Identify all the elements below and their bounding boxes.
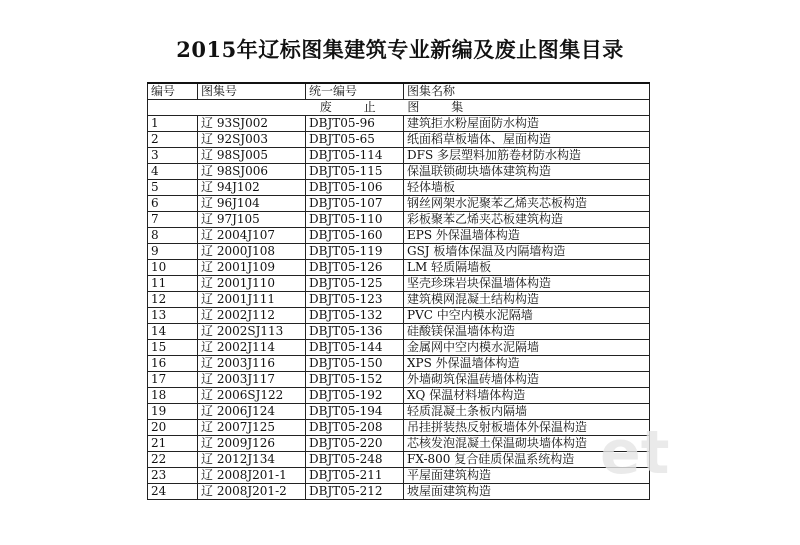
table-row: [148, 212, 650, 228]
catalog-table: [147, 82, 650, 500]
table-row: [148, 276, 650, 292]
cell-atlas-name: GSJ 板墙体保温及内隔墙构造: [404, 244, 650, 260]
cell-number: 4: [148, 164, 198, 180]
cell-number: 11: [148, 276, 198, 292]
cell-unified-no: DBJT05-125: [306, 276, 404, 292]
cell-unified-no: DBJT05-106: [306, 180, 404, 196]
cell-atlas-name: XQ 保温材料墙体构造: [404, 388, 650, 404]
table-row: [148, 260, 650, 276]
cell-atlas-name: 外墙砌筑保温砖墙体构造: [404, 372, 650, 388]
cell-atlas-name: DFS 多层塑料加筋卷材防水构造: [404, 148, 650, 164]
header-number: 编号: [148, 83, 198, 100]
table-row: [148, 180, 650, 196]
cell-number: 3: [148, 148, 198, 164]
cell-atlas-name: 建筑模网混凝土结构构造: [404, 292, 650, 308]
cell-unified-no: DBJT05-160: [306, 228, 404, 244]
cell-atlas-no: 辽 2001J111: [198, 292, 306, 308]
cell-atlas-name: 硅酸镁保温墙体构造: [404, 324, 650, 340]
cell-atlas-no: 辽 2008J201-1: [198, 468, 306, 484]
cell-atlas-no: 辽 96J104: [198, 196, 306, 212]
cell-number: 18: [148, 388, 198, 404]
cell-atlas-name: XPS 外保温墙体构造: [404, 356, 650, 372]
cell-atlas-no: 辽 2007J125: [198, 420, 306, 436]
table-header-row: [148, 83, 650, 100]
cell-unified-no: DBJT05-248: [306, 452, 404, 468]
cell-atlas-name: PVC 中空内模水泥隔墙: [404, 308, 650, 324]
cell-atlas-no: 辽 97J105: [198, 212, 306, 228]
section-label: 废 止 图 集: [148, 100, 650, 116]
cell-number: 21: [148, 436, 198, 452]
cell-atlas-no: 辽 2002J112: [198, 308, 306, 324]
section-row: [148, 100, 650, 116]
cell-unified-no: DBJT05-150: [306, 356, 404, 372]
cell-unified-no: DBJT05-194: [306, 404, 404, 420]
cell-atlas-name: 坡屋面建筑构造: [404, 484, 650, 500]
table-row: [148, 196, 650, 212]
table-row: [148, 292, 650, 308]
table-row: [148, 148, 650, 164]
cell-number: 20: [148, 420, 198, 436]
cell-unified-no: DBJT05-132: [306, 308, 404, 324]
cell-atlas-no: 辽 2001J109: [198, 260, 306, 276]
cell-unified-no: DBJT05-212: [306, 484, 404, 500]
cell-atlas-no: 辽 93SJ002: [198, 116, 306, 132]
cell-atlas-no: 辽 94J102: [198, 180, 306, 196]
cell-unified-no: DBJT05-144: [306, 340, 404, 356]
cell-unified-no: DBJT05-208: [306, 420, 404, 436]
cell-atlas-no: 辽 2003J116: [198, 356, 306, 372]
cell-number: 17: [148, 372, 198, 388]
cell-atlas-no: 辽 98SJ005: [198, 148, 306, 164]
cell-atlas-name: 钢丝网架水泥聚苯乙烯夹芯板构造: [404, 196, 650, 212]
cell-atlas-no: 辽 2006J124: [198, 404, 306, 420]
cell-number: 7: [148, 212, 198, 228]
cell-atlas-name: 彩板聚苯乙烯夹芯板建筑构造: [404, 212, 650, 228]
table-body: [148, 100, 650, 500]
cell-number: 24: [148, 484, 198, 500]
table-row: [148, 484, 650, 500]
cell-unified-no: DBJT05-192: [306, 388, 404, 404]
table-row: [148, 324, 650, 340]
table-row: [148, 404, 650, 420]
cell-atlas-no: 辽 2004J107: [198, 228, 306, 244]
cell-atlas-no: 辽 2000J108: [198, 244, 306, 260]
cell-number: 2: [148, 132, 198, 148]
watermark: et: [600, 418, 670, 488]
cell-number: 5: [148, 180, 198, 196]
cell-atlas-name: 平屋面建筑构造: [404, 468, 650, 484]
cell-atlas-name: 轻体墙板: [404, 180, 650, 196]
cell-unified-no: DBJT05-126: [306, 260, 404, 276]
cell-number: 6: [148, 196, 198, 212]
cell-unified-no: DBJT05-123: [306, 292, 404, 308]
table-row: [148, 356, 650, 372]
cell-atlas-no: 辽 98SJ006: [198, 164, 306, 180]
cell-number: 12: [148, 292, 198, 308]
cell-unified-no: DBJT05-211: [306, 468, 404, 484]
header-atlas-name: 图集名称: [404, 83, 650, 100]
cell-unified-no: DBJT05-115: [306, 164, 404, 180]
cell-unified-no: DBJT05-110: [306, 212, 404, 228]
cell-unified-no: DBJT05-65: [306, 132, 404, 148]
cell-atlas-name: 轻质混凝土条板内隔墙: [404, 404, 650, 420]
cell-unified-no: DBJT05-96: [306, 116, 404, 132]
cell-number: 15: [148, 340, 198, 356]
cell-atlas-name: FX-800 复合硅质保温系统构造: [404, 452, 650, 468]
cell-number: 1: [148, 116, 198, 132]
cell-unified-no: DBJT05-107: [306, 196, 404, 212]
table-row: [148, 452, 650, 468]
table-row: [148, 244, 650, 260]
cell-number: 9: [148, 244, 198, 260]
table-row: [148, 164, 650, 180]
cell-atlas-no: 辽 2003J117: [198, 372, 306, 388]
cell-unified-no: DBJT05-114: [306, 148, 404, 164]
cell-atlas-name: 芯核发泡混凝土保温砌块墙体构造: [404, 436, 650, 452]
cell-atlas-no: 辽 2002SJ113: [198, 324, 306, 340]
page-title: 2015年辽标图集建筑专业新编及废止图集目录: [176, 37, 624, 62]
cell-atlas-name: 保温联锁砌块墙体建筑构造: [404, 164, 650, 180]
table-row: [148, 436, 650, 452]
cell-atlas-name: 建筑拒水粉屋面防水构造: [404, 116, 650, 132]
cell-number: 23: [148, 468, 198, 484]
header-unified-no: 统一编号: [306, 83, 404, 100]
cell-atlas-no: 辽 2009J126: [198, 436, 306, 452]
cell-atlas-name: 吊挂拼装热反射板墙体外保温构造: [404, 420, 650, 436]
cell-atlas-no: 辽 92SJ003: [198, 132, 306, 148]
table-row: [148, 308, 650, 324]
cell-atlas-no: 辽 2001J110: [198, 276, 306, 292]
cell-atlas-name: 纸面稻草板墙体、屋面构造: [404, 132, 650, 148]
cell-atlas-name: 坚壳珍珠岩块保温墙体构造: [404, 276, 650, 292]
cell-atlas-no: 辽 2006SJ122: [198, 388, 306, 404]
cell-unified-no: DBJT05-220: [306, 436, 404, 452]
cell-number: 16: [148, 356, 198, 372]
table-row: [148, 372, 650, 388]
header-atlas-no: 图集号: [198, 83, 306, 100]
cell-number: 8: [148, 228, 198, 244]
cell-number: 22: [148, 452, 198, 468]
table-row: [148, 228, 650, 244]
cell-unified-no: DBJT05-119: [306, 244, 404, 260]
cell-atlas-no: 辽 2002J114: [198, 340, 306, 356]
cell-number: 19: [148, 404, 198, 420]
cell-atlas-name: EPS 外保温墙体构造: [404, 228, 650, 244]
cell-atlas-name: LM 轻质隔墙板: [404, 260, 650, 276]
table-row: [148, 420, 650, 436]
table-row: [148, 340, 650, 356]
cell-atlas-no: 辽 2012J134: [198, 452, 306, 468]
table-row: [148, 388, 650, 404]
cell-number: 13: [148, 308, 198, 324]
cell-unified-no: DBJT05-152: [306, 372, 404, 388]
cell-atlas-no: 辽 2008J201-2: [198, 484, 306, 500]
cell-atlas-name: 金属网中空内模水泥隔墙: [404, 340, 650, 356]
table-row: [148, 116, 650, 132]
table-row: [148, 132, 650, 148]
cell-number: 14: [148, 324, 198, 340]
table-row: [148, 468, 650, 484]
cell-unified-no: DBJT05-136: [306, 324, 404, 340]
cell-number: 10: [148, 260, 198, 276]
